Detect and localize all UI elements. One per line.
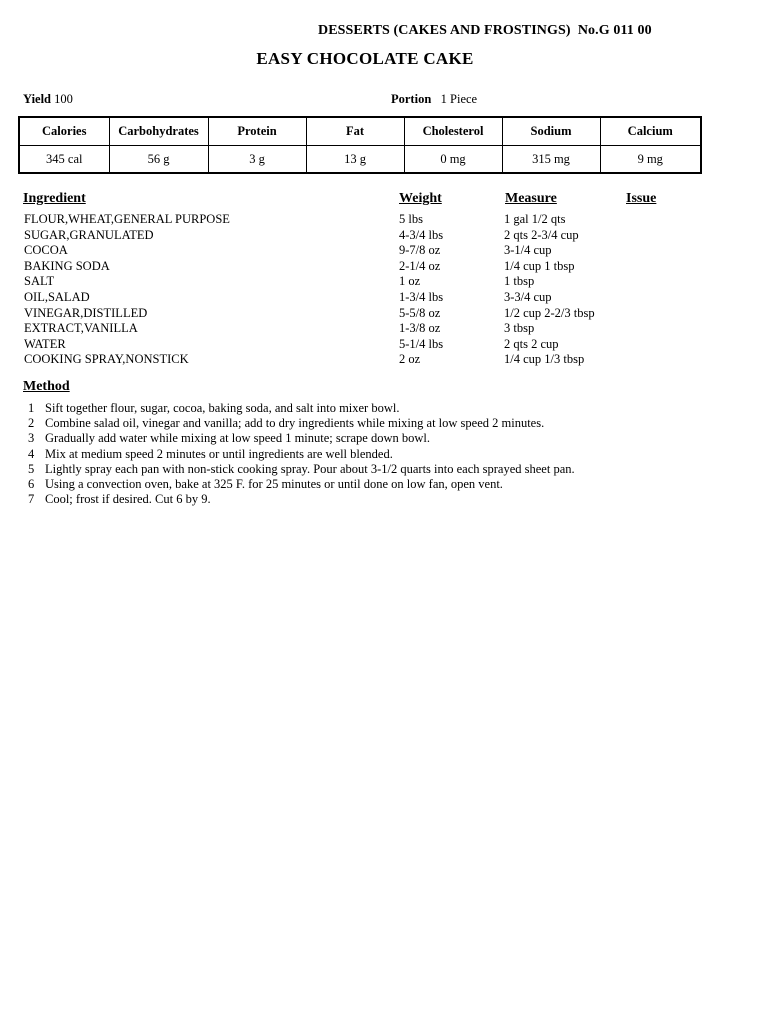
step-number: 4 bbox=[28, 446, 35, 461]
ingredient-name: OIL,SALAD bbox=[24, 289, 90, 304]
nutrition-value-cholesterol: 0 mg bbox=[404, 146, 502, 174]
nutrition-value-row bbox=[19, 146, 701, 174]
ingredient-weight: 5-1/4 lbs bbox=[399, 336, 444, 351]
method-step bbox=[28, 447, 728, 462]
ingredient-row bbox=[24, 243, 704, 259]
portion-value: 1 Piece bbox=[440, 92, 478, 106]
ingredient-weight: 2 oz bbox=[399, 352, 421, 367]
yield-field bbox=[23, 92, 73, 107]
ingredient-row bbox=[24, 306, 704, 322]
ingredient-name: COOKING SPRAY,NONSTICK bbox=[24, 352, 189, 367]
yield-value: 100 bbox=[54, 92, 73, 106]
ingredient-weight: 1 oz bbox=[399, 274, 421, 289]
ingredient-weight: 1-3/8 oz bbox=[399, 321, 441, 336]
ingredient-name: BAKING SODA bbox=[24, 258, 110, 273]
nutrition-value-carbohydrates: 56 g bbox=[109, 146, 208, 174]
ingredient-name: VINEGAR,DISTILLED bbox=[24, 305, 148, 320]
portion-field bbox=[391, 92, 477, 107]
nutrition-header-protein: Protein bbox=[208, 117, 306, 146]
nutrition-value-protein: 3 g bbox=[208, 146, 306, 174]
ingredient-name: COCOA bbox=[24, 243, 68, 258]
step-number: 1 bbox=[28, 401, 35, 415]
ingredient-weight: 1-3/4 lbs bbox=[399, 289, 444, 304]
method-step bbox=[28, 431, 728, 446]
ingredient-weight: 4-3/4 lbs bbox=[399, 227, 444, 242]
ingredient-row bbox=[24, 321, 704, 337]
step-text: Mix at medium speed 2 minutes or until ingredients are well blended. bbox=[45, 446, 393, 461]
ingredient-weight: 5 lbs bbox=[399, 212, 423, 226]
nutrition-value-fat: 13 g bbox=[306, 146, 404, 174]
recipe-category-line bbox=[318, 23, 652, 39]
ingredient-measure: 3-3/4 cup bbox=[504, 289, 552, 304]
method-step bbox=[28, 416, 728, 431]
step-text: Combine salad oil, vinegar and vanilla; add to dry ingredients while mixing at low speed 2 minutes. bbox=[45, 416, 545, 431]
ingredient-column-header: Ingredient bbox=[23, 191, 86, 206]
nutrition-value-calories: 345 cal bbox=[19, 146, 109, 174]
issue-column-header: Issue bbox=[626, 191, 657, 206]
ingredient-row bbox=[24, 274, 704, 290]
portion-label: Portion bbox=[391, 92, 432, 106]
recipe-number: No.G 011 00 bbox=[577, 23, 652, 38]
yield-label: Yield bbox=[23, 92, 52, 106]
nutrition-value-sodium: 315 mg bbox=[502, 146, 600, 174]
ingredient-measure: 1/2 cup 2-2/3 tbsp bbox=[504, 305, 595, 320]
ingredient-list bbox=[24, 212, 704, 368]
method-step bbox=[28, 477, 728, 492]
ingredient-row bbox=[24, 228, 704, 244]
step-number: 6 bbox=[28, 476, 35, 491]
ingredient-measure: 1 tbsp bbox=[504, 274, 535, 289]
step-number: 2 bbox=[28, 416, 35, 431]
nutrition-header-calories: Calories bbox=[19, 117, 109, 146]
step-text: Gradually add water while mixing at low speed 1 minute; scrape down bowl. bbox=[45, 431, 430, 446]
weight-column-header: Weight bbox=[399, 191, 442, 206]
nutrition-header-row bbox=[19, 117, 701, 146]
nutrition-value-calcium: 9 mg bbox=[600, 146, 701, 174]
method-step bbox=[28, 401, 728, 416]
method-steps bbox=[28, 401, 728, 507]
ingredient-weight: 2-1/4 oz bbox=[399, 258, 441, 273]
ingredient-weight: 5-5/8 oz bbox=[399, 305, 441, 320]
ingredient-measure: 1 gal 1/2 qts bbox=[504, 212, 566, 226]
step-number: 7 bbox=[28, 492, 35, 507]
ingredient-row bbox=[24, 337, 704, 353]
ingredient-name: FLOUR,WHEAT,GENERAL PURPOSE bbox=[24, 212, 230, 226]
nutrition-table bbox=[18, 116, 702, 174]
ingredient-measure: 3 tbsp bbox=[504, 321, 535, 336]
recipe-category: DESSERTS (CAKES AND FROSTINGS) bbox=[318, 23, 571, 38]
ingredient-row bbox=[24, 259, 704, 275]
nutrition-header-sodium: Sodium bbox=[502, 117, 600, 146]
nutrition-header-calcium: Calcium bbox=[600, 117, 701, 146]
method-heading: Method bbox=[23, 379, 70, 394]
nutrition-header-fat: Fat bbox=[306, 117, 404, 146]
ingredient-name: WATER bbox=[24, 336, 66, 351]
step-number: 3 bbox=[28, 431, 35, 446]
ingredient-row bbox=[24, 290, 704, 306]
ingredient-weight: 9-7/8 oz bbox=[399, 243, 441, 258]
ingredient-measure: 3-1/4 cup bbox=[504, 243, 552, 258]
ingredient-name: EXTRACT,VANILLA bbox=[24, 321, 138, 336]
step-text: Lightly spray each pan with non-stick cooking spray. Pour about 3-1/2 quarts into each sprayed sheet pan. bbox=[45, 461, 575, 476]
method-step bbox=[28, 492, 728, 507]
step-text: Cool; frost if desired. Cut 6 by 9. bbox=[45, 492, 211, 507]
measure-column-header: Measure bbox=[505, 191, 557, 206]
method-step bbox=[28, 462, 728, 477]
recipe-title: EASY CHOCOLATE CAKE bbox=[256, 49, 474, 68]
nutrition-header-cholesterol: Cholesterol bbox=[404, 117, 502, 146]
ingredient-measure: 1/4 cup 1/3 tbsp bbox=[504, 352, 585, 367]
ingredient-row bbox=[24, 352, 704, 368]
step-text: Using a convection oven, bake at 325 F. for 25 minutes or until done on low fan, open vent. bbox=[45, 476, 503, 491]
ingredient-name: SUGAR,GRANULATED bbox=[24, 227, 154, 242]
ingredient-measure: 2 qts 2 cup bbox=[504, 336, 559, 351]
nutrition-header-carbohydrates: Carbohydrates bbox=[109, 117, 208, 146]
ingredient-row bbox=[24, 212, 704, 228]
step-text: Sift together flour, sugar, cocoa, baking soda, and salt into mixer bowl. bbox=[45, 401, 400, 415]
ingredient-name: SALT bbox=[24, 274, 55, 289]
step-number: 5 bbox=[28, 461, 35, 476]
ingredient-measure: 1/4 cup 1 tbsp bbox=[504, 258, 575, 273]
ingredient-measure: 2 qts 2-3/4 cup bbox=[504, 227, 579, 242]
